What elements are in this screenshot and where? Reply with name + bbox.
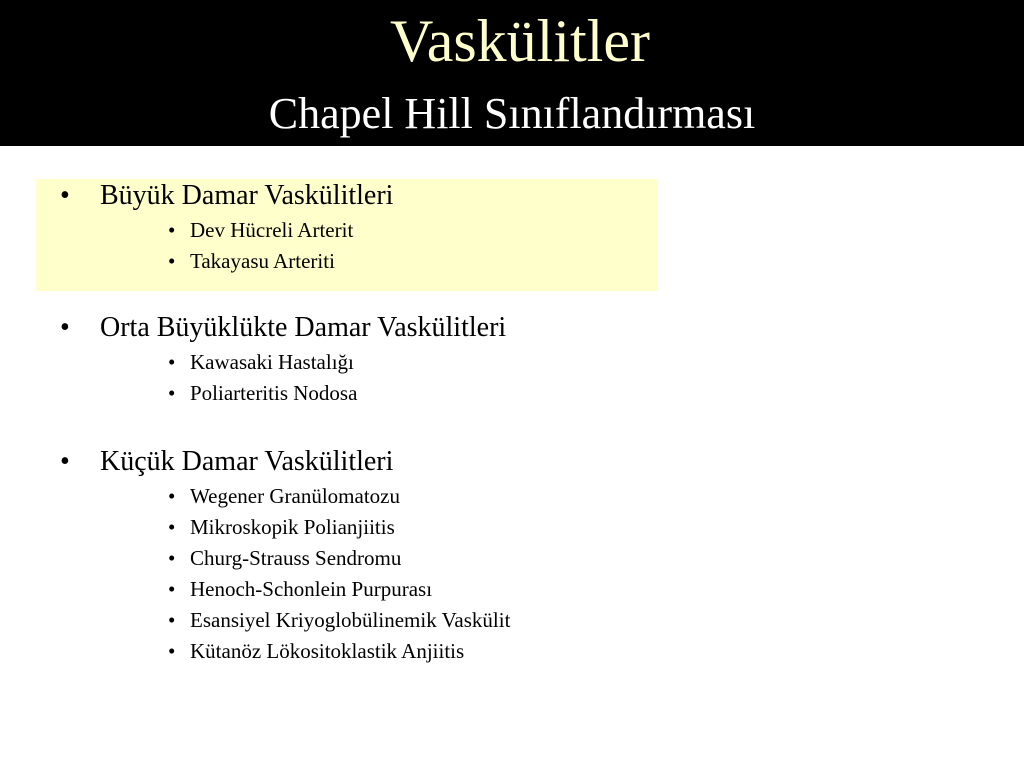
group-label: Büyük Damar Vaskülitleri	[100, 180, 394, 211]
slide-title: Vaskülitler	[390, 8, 650, 74]
bullet-icon: •	[168, 577, 176, 601]
bullet-icon: •	[168, 350, 176, 374]
list-item-text: Takayasu Arteriti	[190, 249, 335, 273]
bullet-icon: •	[168, 639, 176, 663]
bullet-icon: •	[168, 218, 176, 242]
slide-subtitle: Chapel Hill Sınıflandırması	[268, 89, 756, 138]
list-item-text: Churg-Strauss Sendromu	[190, 546, 402, 570]
bullet-icon: •	[60, 180, 70, 211]
list-item-text: Esansiyel Kriyoglobülinemik Vaskülit	[190, 608, 511, 632]
bullet-icon: •	[168, 249, 176, 273]
list-item-text: Kütanöz Lökositoklastik Anjiitis	[190, 639, 465, 663]
bullet-icon: •	[60, 312, 70, 343]
list-item-text: Dev Hücreli Arterit	[190, 218, 354, 242]
bullet-icon: •	[168, 484, 176, 508]
list-item-text: Poliarteritis Nodosa	[190, 381, 358, 405]
group-label: Orta Büyüklükte Damar Vaskülitleri	[100, 312, 507, 343]
title-bar	[0, 0, 1024, 146]
bullet-icon: •	[168, 515, 176, 539]
bullet-icon: •	[168, 546, 176, 570]
bullet-icon: •	[60, 446, 70, 477]
group-label: Küçük Damar Vaskülitleri	[100, 446, 394, 477]
bullet-icon: •	[168, 608, 176, 632]
list-item-text: Mikroskopik Polianjiitis	[190, 515, 395, 539]
list-item-text: Henoch-Schonlein Purpurası	[190, 577, 433, 601]
list-item-text: Kawasaki Hastalığı	[190, 350, 354, 374]
list-item-text: Wegener Granülomatozu	[190, 484, 400, 508]
bullet-icon: •	[168, 381, 176, 405]
